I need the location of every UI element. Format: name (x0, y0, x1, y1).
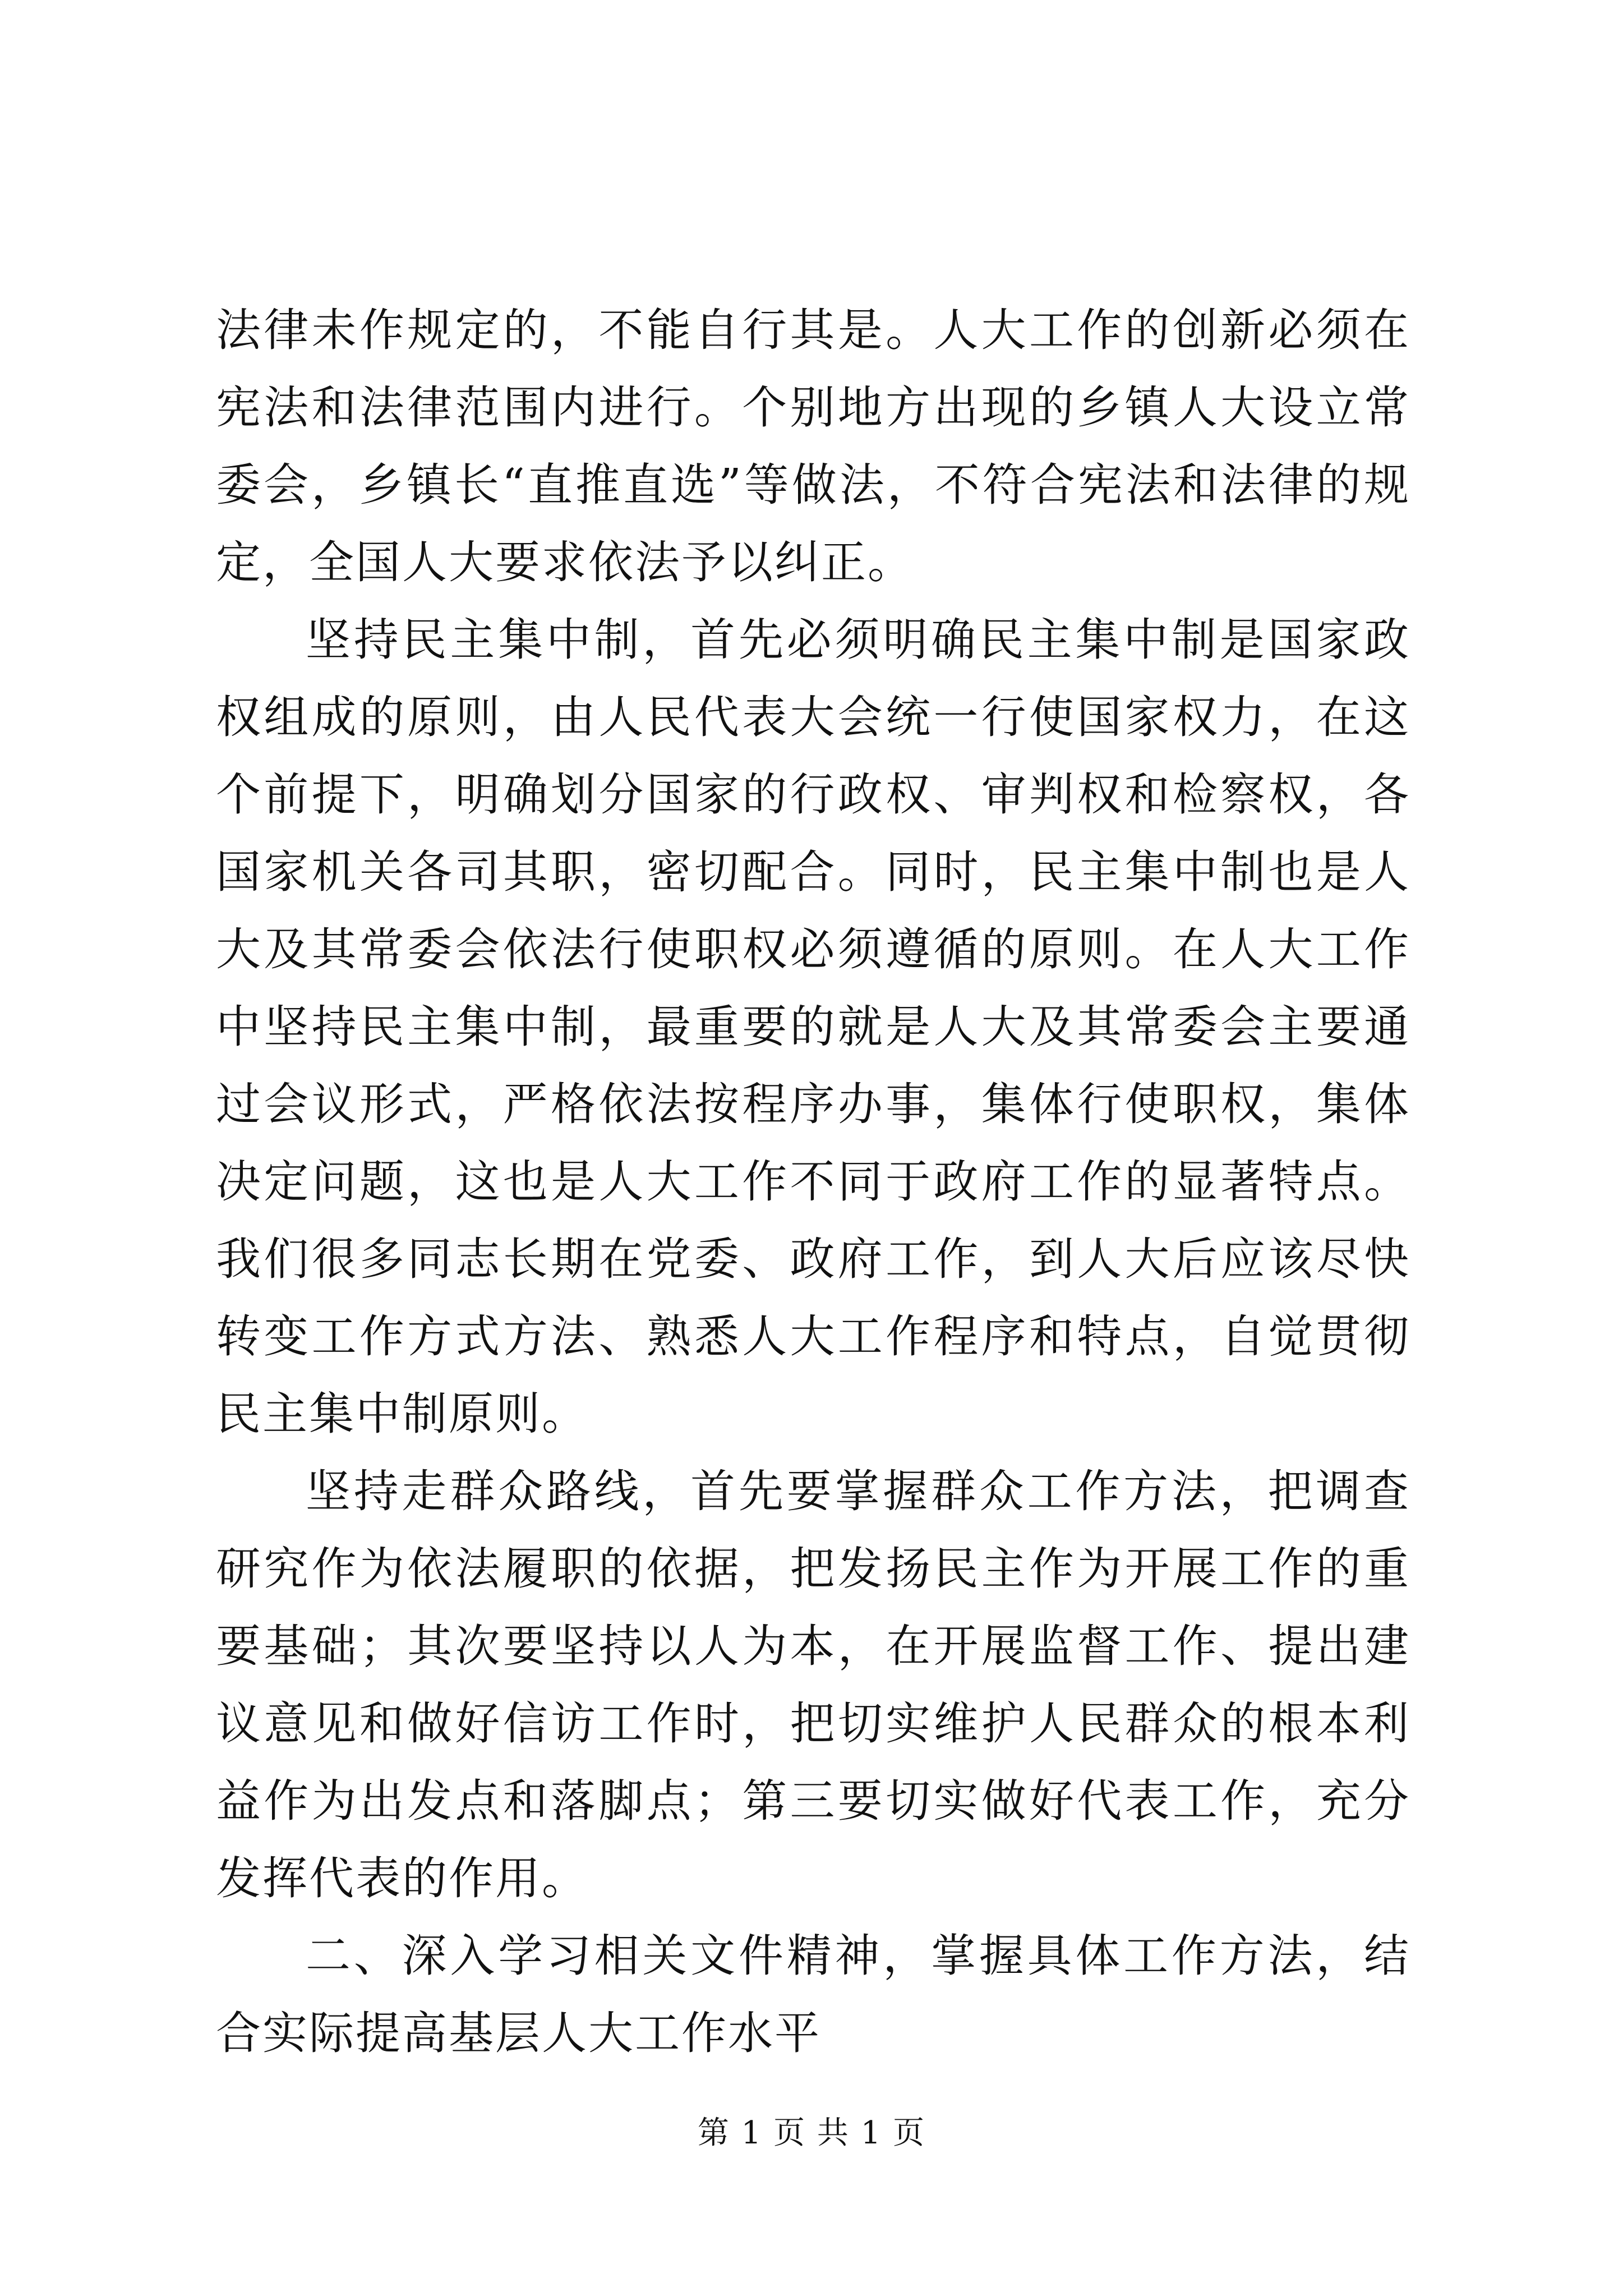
document-body (216, 292, 1410, 2072)
paragraph-continuation: 法律未作规定的，不能自行其是。人大工作的创新必须在宪法和法律范围内进行。个别地方出现的乡镇人大设立常委会，乡镇长“直推直选”等做法，不符合宪法和法律的规定，全国人大要求依法予以纠正。 (216, 304, 1410, 588)
page-footer: 第 1 页 共 1 页 (697, 2115, 926, 2151)
paragraph-democratic-centralism: 坚持民主集中制，首先必须明确民主集中制是国家政权组成的原则，由人民代表大会统一行使国家权力，在这个前提下，明确划分国家的行政权、审判权和检察权，各国家机关各司其职，密切配合。同时，民主集中制也是人大及其常委会依法行使职权必须遵循的原则。在人大工作中坚持民主集中制，最重要的就是人大及其常委会主要通过会议形式，严格依法按程序办事，集体行使职权，集体决定问题，这也是人大工作不同于政府工作的显著特点。我们很多同志长期在党委、政府工作，到人大后应该尽快转变工作方式方法、熟悉人大工作程序和特点，自觉贯彻民主集中制原则。 (216, 614, 1410, 1440)
section-heading-two: 二、深入学习相关文件精神，掌握具体工作方法，结合实际提高基层人大工作水平 (216, 1930, 1410, 2059)
paragraph-mass-line: 坚持走群众路线，首先要掌握群众工作方法，把调查研究作为依法履职的依据，把发扬民主作为开展工作的重要基础；其次要坚持以人为本，在开展监督工作、提出建议意见和做好信访工作时，把切实维护人民群众的根本利益作为出发点和落脚点；第三要切实做好代表工作，充分发挥代表的作用。 (216, 1465, 1410, 1904)
